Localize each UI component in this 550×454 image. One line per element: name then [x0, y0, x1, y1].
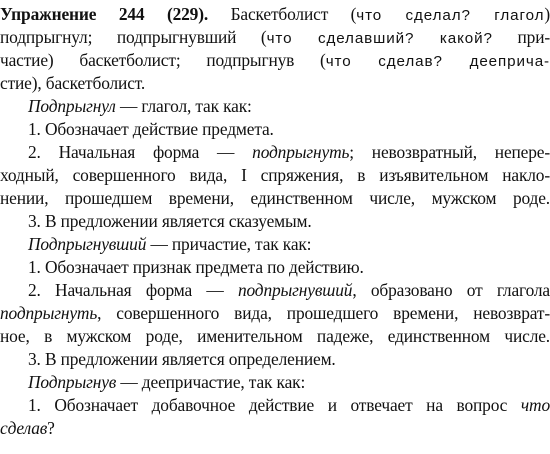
- intro-line-2-segment-1: что сделав? дееприча-: [325, 53, 550, 70]
- section-0-line-0-segment-0: Подпрыгнул: [28, 96, 116, 116]
- intro-line-1-segment-2: при-: [492, 27, 550, 47]
- intro-line-3: [0, 72, 550, 94]
- section-0-line-4-segment-0: нении, прошедшем времени, единственном числе, мужском роде.: [0, 188, 550, 208]
- section-0-line-2-segment-2: ; невозвратный, непере-: [349, 142, 550, 162]
- section-0-line-2: [28, 141, 550, 163]
- intro-line-0-segment-1: что сделал? глагол: [356, 7, 545, 24]
- section-0-line-5: [28, 210, 550, 232]
- section-0-line-4: [0, 187, 550, 209]
- section-1-line-3-segment-0: подпрыгнуть: [0, 303, 98, 323]
- section-1-line-4: [0, 325, 550, 347]
- section-0-line-3: [0, 164, 550, 186]
- section-2-line-2: [0, 417, 550, 439]
- section-1-line-5: [28, 348, 550, 370]
- section-1-line-2: [28, 279, 550, 301]
- section-1-line-1-segment-0: 1. Обозначает признак предмета по действию.: [28, 257, 364, 277]
- section-2-line-1-segment-1: что: [520, 395, 550, 415]
- section-1-line-0-segment-0: Подпрыгнувший: [28, 234, 147, 254]
- section-1-line-2-segment-1: подпрыгнувший: [237, 280, 353, 300]
- section-0-line-5-segment-0: 3. В предложении является сказуемым.: [28, 211, 312, 231]
- section-1-line-0: [28, 233, 550, 255]
- section-2-line-2-segment-1: ?: [47, 418, 55, 438]
- section-1-line-4-segment-0: ное, в мужском роде, именительном падеже, единственном числе.: [0, 326, 550, 346]
- section-2-line-1-segment-0: 1. Обозначает добавочное действие и отвечает на вопрос: [28, 395, 521, 415]
- intro-line-2: [0, 49, 550, 73]
- section-0-line-0-segment-1: — глагол, так как:: [115, 96, 252, 116]
- section-1-line-5-segment-0: 3. В предложении является определением.: [28, 349, 336, 369]
- intro-line-0-segment-0: Баскетболист (: [230, 4, 357, 24]
- exercise-heading: Упражнение 244 (229).: [0, 4, 209, 24]
- section-2-line-0-segment-0: Подпрыгнув: [28, 372, 117, 392]
- section-0-line-1-segment-0: 1. Обозначает действие предмета.: [28, 119, 274, 139]
- section-1-line-2-segment-2: , образовано от глагола: [352, 280, 550, 300]
- intro-line-0-segment-2: ): [544, 4, 550, 24]
- section-2-line-1: [28, 394, 550, 416]
- section-0-line-2-segment-0: 2. Начальная форма —: [28, 142, 253, 162]
- section-0-line-0: [28, 95, 550, 117]
- intro-line-1-segment-0: подпрыгнул; подпрыгнувший (: [0, 27, 267, 47]
- intro-line-2-segment-0: частие) баскетболист; подпрыгнув (: [0, 50, 326, 70]
- section-0-line-1: [28, 118, 550, 140]
- section-0-line-2-segment-1: подпрыгнуть: [252, 142, 350, 162]
- section-2-line-0: [28, 371, 550, 393]
- exercise-heading-line: [0, 3, 550, 27]
- intro-line-1: [0, 26, 550, 50]
- intro-line-3-segment-0: стие), баскетболист.: [0, 73, 146, 93]
- section-2-line-2-segment-0: сделав: [0, 418, 48, 438]
- section-1-line-3: [0, 302, 550, 324]
- section-2-line-0-segment-1: — деепричастие, так как:: [116, 372, 306, 392]
- section-1-line-2-segment-0: 2. Начальная форма —: [28, 280, 238, 300]
- intro-line-1-segment-1: что сделавший? какой?: [266, 30, 493, 47]
- section-1-line-0-segment-1: — причастие, так как:: [146, 234, 312, 254]
- section-1-line-1: [28, 256, 550, 278]
- section-1-line-3-segment-1: , совершенного вида, прошедшего времени, невозврат-: [97, 303, 550, 323]
- section-0-line-3-segment-0: ходный, совершенного вида, I спряжения, в изъявительном накло-: [0, 165, 550, 185]
